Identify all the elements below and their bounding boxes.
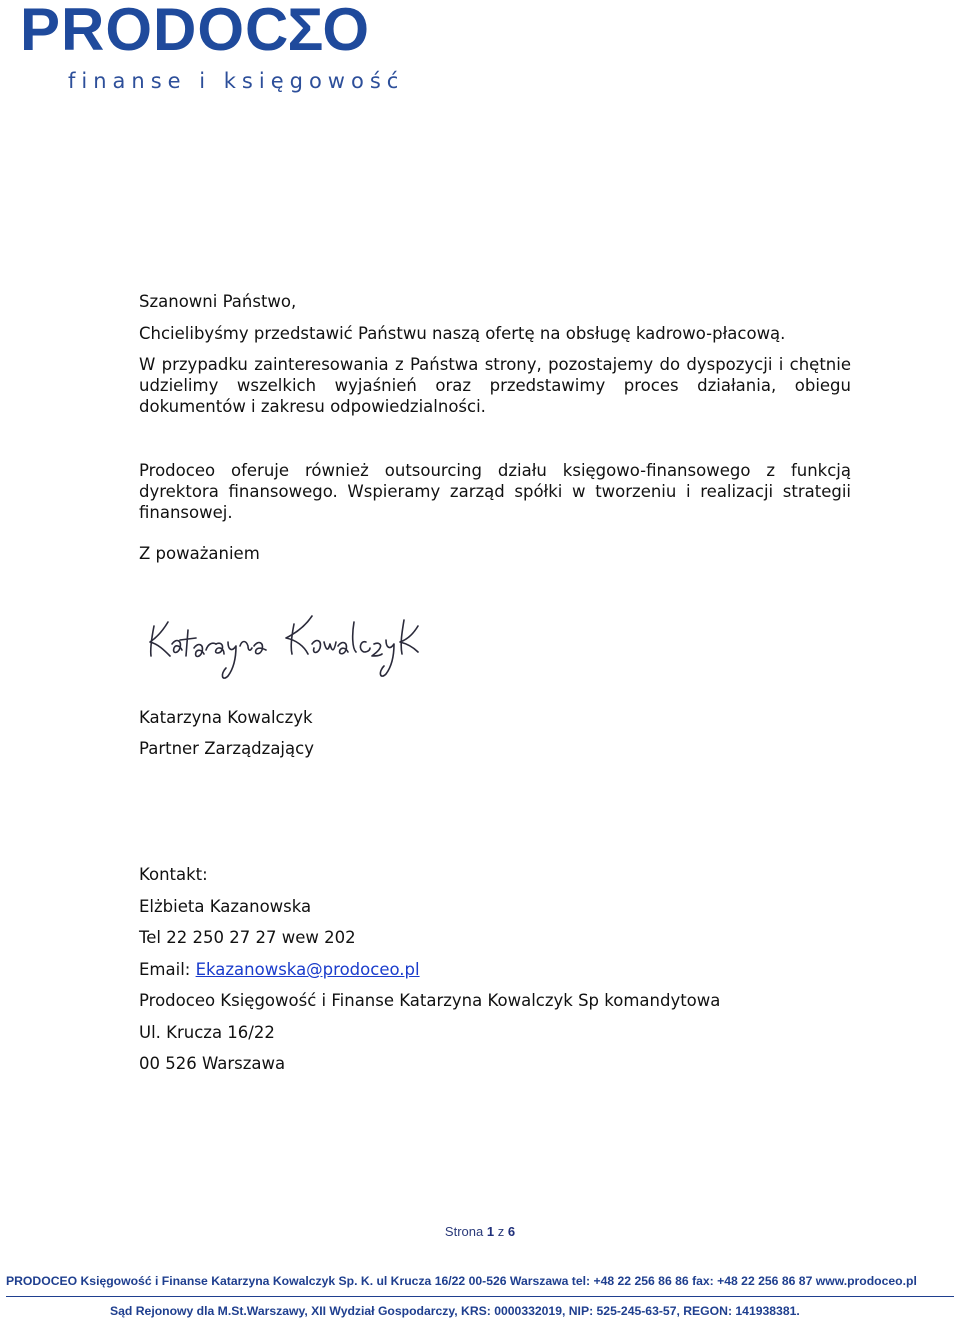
contact-heading: Kontakt: bbox=[139, 865, 208, 884]
logo-sigma: Σ bbox=[287, 0, 325, 63]
logo-tagline: finanse i księgowość bbox=[68, 69, 405, 93]
company-logo bbox=[20, 0, 470, 96]
page-total: 6 bbox=[507, 1224, 516, 1239]
contact-city: 00 526 Warszawa bbox=[139, 1054, 286, 1073]
paragraph-1: W przypadku zainteresowania z Państwa strony, pozostajemy do dyspozycji i chętnie udzielimy wszelkich wyjaśnień oraz przedstawimy proces działania, obiegu dokumentów i zakresu odpowiedzialności. bbox=[139, 355, 851, 416]
signer-title: Partner Zarządzający bbox=[139, 739, 314, 758]
greeting: Szanowni Państwo, bbox=[139, 292, 297, 311]
contact-street: Ul. Krucza 16/22 bbox=[139, 1023, 275, 1042]
footer-divider bbox=[6, 1296, 954, 1297]
paragraph-2: Prodoceo oferuje również outsourcing działu księgowo-finansowego z funkcją dyrektora finansowego. Wspieramy zarząd spółki w tworzeniu i realizacji strategii finansowej. bbox=[139, 461, 851, 522]
page-number bbox=[0, 1224, 960, 1239]
footer-registry-info: Sąd Rejonowy dla M.St.Warszawy, XII Wydział Gospodarczy, KRS: 0000332019, NIP: 525-245-63-57, REGON: 141938381. bbox=[110, 1304, 800, 1318]
closing: Z poważaniem bbox=[139, 544, 260, 563]
page-current: 1 bbox=[486, 1224, 495, 1239]
contact-company: Prodoceo Księgowość i Finanse Katarzyna Kowalczyk Sp komandytowa bbox=[139, 991, 721, 1010]
handwritten-signature bbox=[142, 604, 432, 690]
email-link[interactable]: Ekazanowska@prodoceo.pl bbox=[195, 960, 420, 979]
logo-prefix: PRODOC bbox=[20, 0, 290, 63]
logo-wordmark bbox=[20, 0, 371, 63]
signer-name: Katarzyna Kowalczyk bbox=[139, 708, 313, 727]
page-of: z bbox=[497, 1224, 505, 1239]
contact-phone: Tel 22 250 27 27 wew 202 bbox=[139, 928, 356, 947]
intro-line: Chcielibyśmy przedstawić Państwu naszą ofertę na obsługę kadrowo-płacową. bbox=[139, 324, 786, 343]
logo-suffix: O bbox=[322, 0, 371, 63]
page-label: Strona bbox=[444, 1224, 484, 1239]
contact-name: Elżbieta Kazanowska bbox=[139, 897, 312, 916]
contact-email-line bbox=[139, 959, 851, 980]
footer-company-info: PRODOCEO Księgowość i Finanse Katarzyna Kowalczyk Sp. K. ul Krucza 16/22 00-526 Warszawa tel: +48 22 256 86 86 fax: +48 22 256 86 87 www.prodoceo.pl bbox=[6, 1274, 917, 1288]
email-label: Email: bbox=[139, 960, 196, 979]
